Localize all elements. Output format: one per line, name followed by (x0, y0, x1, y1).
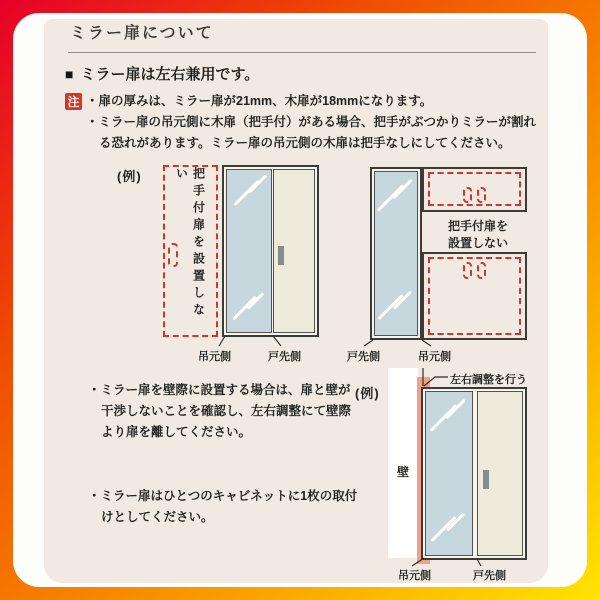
no-handle-zone-label: 設置しない (448, 236, 509, 250)
example-label: (例) (117, 169, 142, 184)
latch-side-label: 戸先側 (347, 351, 380, 363)
hinge-side-label: 吊元側 (198, 351, 231, 363)
section-square-icon: ■ (65, 65, 74, 82)
note-item: ・扉の厚みは、ミラー扉が21mm、木扉が18mmになります。 (86, 94, 433, 108)
instruction-bullet: ・ミラー扉はひとつのキャビネットに1枚の取付けとしてください。 (88, 489, 358, 524)
note-item: ・ミラー扉の吊元側に木扉（把手付）がある場合、把手がぶつかりミラーが割れる恐れがあります。ミラー扉の吊元側の木扉は把手なしにしてください。 (86, 115, 537, 150)
handle-ghost-icon (463, 262, 472, 279)
wall-label: 壁 (396, 465, 409, 479)
mirror-glare-icon (392, 179, 413, 200)
instruction-bullet: ・ミラー扉を壁際に設置する場合は、扉と壁が干渉しないことを確認し、左右調整にて壁際より扉を離してください。 (88, 383, 352, 439)
no-handle-zone-label: 把手付扉を設置しない (174, 167, 206, 320)
cabinet-door-unit (370, 167, 422, 340)
page-title: ミラー扉について (70, 25, 214, 42)
mirror-glare-icon (248, 174, 267, 193)
title-divider (68, 52, 536, 53)
wall (388, 368, 418, 558)
handle-ghost-icon (477, 187, 486, 203)
door-handle (483, 470, 489, 489)
mirror-door (374, 171, 418, 336)
hinge-side-label: 吊元側 (398, 570, 431, 582)
no-handle-zone (428, 257, 521, 335)
door-handle (278, 246, 284, 265)
latch-side-label: 戸先側 (473, 570, 506, 582)
upper-cabinet (422, 167, 527, 212)
cabinet-door-unit (222, 165, 319, 337)
latch-side-label: 戸先側 (268, 351, 301, 363)
mirror-door (226, 169, 272, 333)
adjust-label: 左右調整を行う (450, 374, 527, 386)
mirror-door (425, 391, 473, 556)
hinge-side-label: 吊元側 (418, 351, 451, 363)
lower-cabinet (422, 252, 527, 340)
mirror-glare-icon (445, 399, 466, 420)
section-heading: ミラー扉は左右兼用です。 (80, 66, 260, 83)
no-handle-zone-label: 把手付扉を (448, 219, 509, 233)
note-badge: 注 (65, 93, 82, 110)
handle-ghost-icon (463, 187, 472, 203)
mirror-glare-icon (377, 294, 403, 320)
document-card (13, 13, 587, 587)
cabinet-door-unit (421, 387, 527, 560)
wood-door (273, 169, 315, 333)
mirror-glare-icon (430, 516, 456, 542)
no-handle-zone (428, 172, 521, 206)
wood-door (477, 391, 523, 556)
handle-ghost-icon (168, 243, 178, 267)
example-label: (例) (355, 386, 380, 401)
handle-ghost-icon (477, 262, 486, 279)
